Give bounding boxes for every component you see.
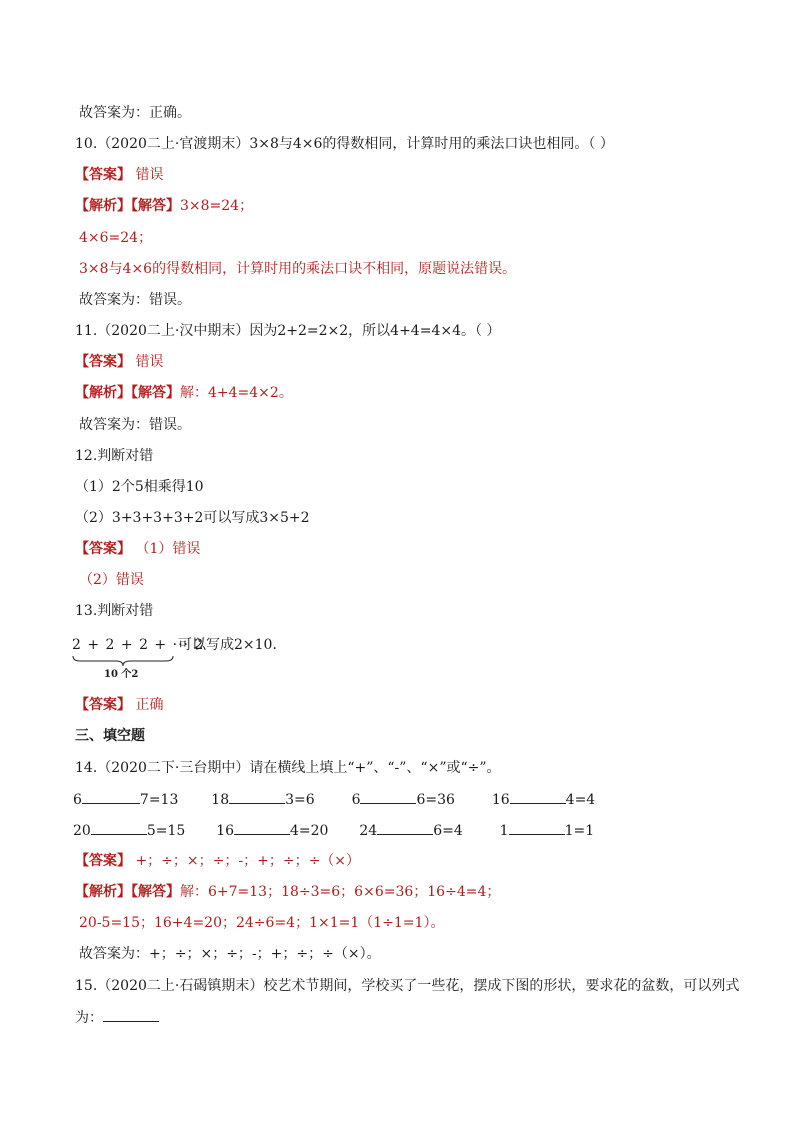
- fill-blank[interactable]: [509, 820, 565, 835]
- q10-analysis-2: 4×6=24；: [79, 230, 153, 246]
- fill-blank[interactable]: [82, 789, 140, 804]
- fill-blank[interactable]: [103, 1007, 159, 1022]
- answer-tag: 【答案】: [75, 853, 131, 869]
- fill-right: 7=13: [139, 792, 179, 808]
- analysis-text: 解：6+7=13；18÷3=6；6×6=36；16÷4=4；: [180, 884, 501, 900]
- question-12: 12.判断对错: [75, 448, 154, 464]
- fill-left: 6: [73, 792, 82, 808]
- fill-blank[interactable]: [234, 820, 290, 835]
- q10-answer: [75, 165, 163, 185]
- fill-right: 3=6: [285, 792, 315, 808]
- q13-answer: [75, 695, 163, 715]
- fill-right: 4=4: [565, 792, 596, 808]
- fill-blank[interactable]: [360, 789, 416, 804]
- analysis-tag: 【解析】【解答】: [75, 884, 180, 900]
- q13-tail: 可以写成2×10．: [178, 637, 287, 653]
- fill-blank[interactable]: [229, 789, 285, 804]
- fill-blank[interactable]: [377, 820, 433, 835]
- answer-tag: 【答案】: [75, 167, 131, 183]
- question-14: 14.（2020二下·三台期中）请在横线上填上“+”、“-”、“×”或“÷”。: [75, 760, 501, 776]
- q12-item-2: （2）3+3+3+3+2可以写成3×5+2: [75, 510, 310, 526]
- fill-left: 1: [499, 823, 509, 839]
- analysis-tag: 【解析】【解答】: [75, 198, 180, 214]
- q14-conclusion: 故答案为：+；÷；×；÷；-；+；÷；÷（×）。: [79, 946, 381, 962]
- fill-left: 16: [491, 792, 510, 808]
- q10-analysis-3: 3×8与4×6的得数相同，计算时用的乘法口诀不相同，原题说法错误。: [79, 261, 517, 277]
- q15-label: 为：: [75, 1010, 103, 1026]
- brace-sum: 2 + 2 + 2 + ··· 2: [72, 637, 205, 653]
- question-13: 13.判断对错: [75, 603, 154, 619]
- q11-conclusion: 故答案为：错误。: [79, 417, 191, 433]
- fill-left: 24: [359, 823, 378, 839]
- answer-text: +；÷；×；÷；-；+；÷；÷（×）: [131, 853, 361, 869]
- q14-analysis-2: 20-5=15；16+4=20；24÷6=4；1×1=1（1÷1=1）。: [79, 915, 445, 931]
- answer-tag: 【答案】: [75, 697, 131, 713]
- fill-left: 16: [216, 823, 235, 839]
- q10-analysis: [75, 196, 253, 216]
- question-11: 11.（2020二上·汉中期末）因为2+2=2×2，所以4+4=4×4。（ ）: [75, 323, 501, 339]
- q14-analysis: [75, 882, 500, 902]
- answer-text: （1）错误: [131, 541, 201, 557]
- analysis-text: 3×8=24；: [180, 198, 254, 214]
- analysis-text: 解：4+4=4×2。: [180, 385, 293, 401]
- q11-answer: [75, 352, 163, 372]
- fill-row-2: [73, 820, 594, 841]
- q12-answer-2: （2）错误: [79, 572, 144, 588]
- fill-left: 6: [351, 792, 361, 808]
- q10-conclusion: 故答案为：错误。: [79, 292, 191, 308]
- section-heading: 三、填空题: [75, 728, 145, 744]
- brace-label: 10 个2: [104, 669, 139, 680]
- fill-right: 6=36: [416, 792, 455, 808]
- fill-left: 18: [211, 792, 230, 808]
- answer-text: 错误: [131, 167, 164, 183]
- question-10: 10.（2020二上·官渡期末）3×8与4×6的得数相同，计算时用的乘法口诀也相同。（ ）: [75, 136, 614, 152]
- analysis-tag: 【解析】【解答】: [75, 385, 180, 401]
- fill-right: 6=4: [433, 823, 463, 839]
- question-15-cont: [75, 1007, 159, 1028]
- answer-tag: 【答案】: [75, 541, 131, 557]
- fill-right: 4=20: [290, 823, 329, 839]
- fill-row-1: [73, 789, 595, 810]
- q14-answer: [75, 851, 360, 871]
- answer-text: 正确: [131, 697, 164, 713]
- answer-text: 错误: [131, 354, 164, 370]
- answer-conclusion: 故答案为：正确。: [79, 105, 191, 121]
- q12-answer: [75, 539, 200, 559]
- fill-blank[interactable]: [91, 820, 147, 835]
- fill-blank[interactable]: [510, 789, 566, 804]
- answer-tag: 【答案】: [75, 354, 131, 370]
- q11-analysis: [75, 383, 293, 403]
- fill-right: 5=15: [146, 823, 186, 839]
- question-15: 15.（2020二上·石碣镇期末）校艺术节期间，学校买了一些花，摆成下图的形状，要求花的盆数，可以列式: [75, 978, 740, 994]
- fill-right: 1=1: [564, 823, 595, 839]
- fill-left: 20: [73, 823, 91, 839]
- q12-item-1: （1）2个5相乘得10: [75, 479, 204, 495]
